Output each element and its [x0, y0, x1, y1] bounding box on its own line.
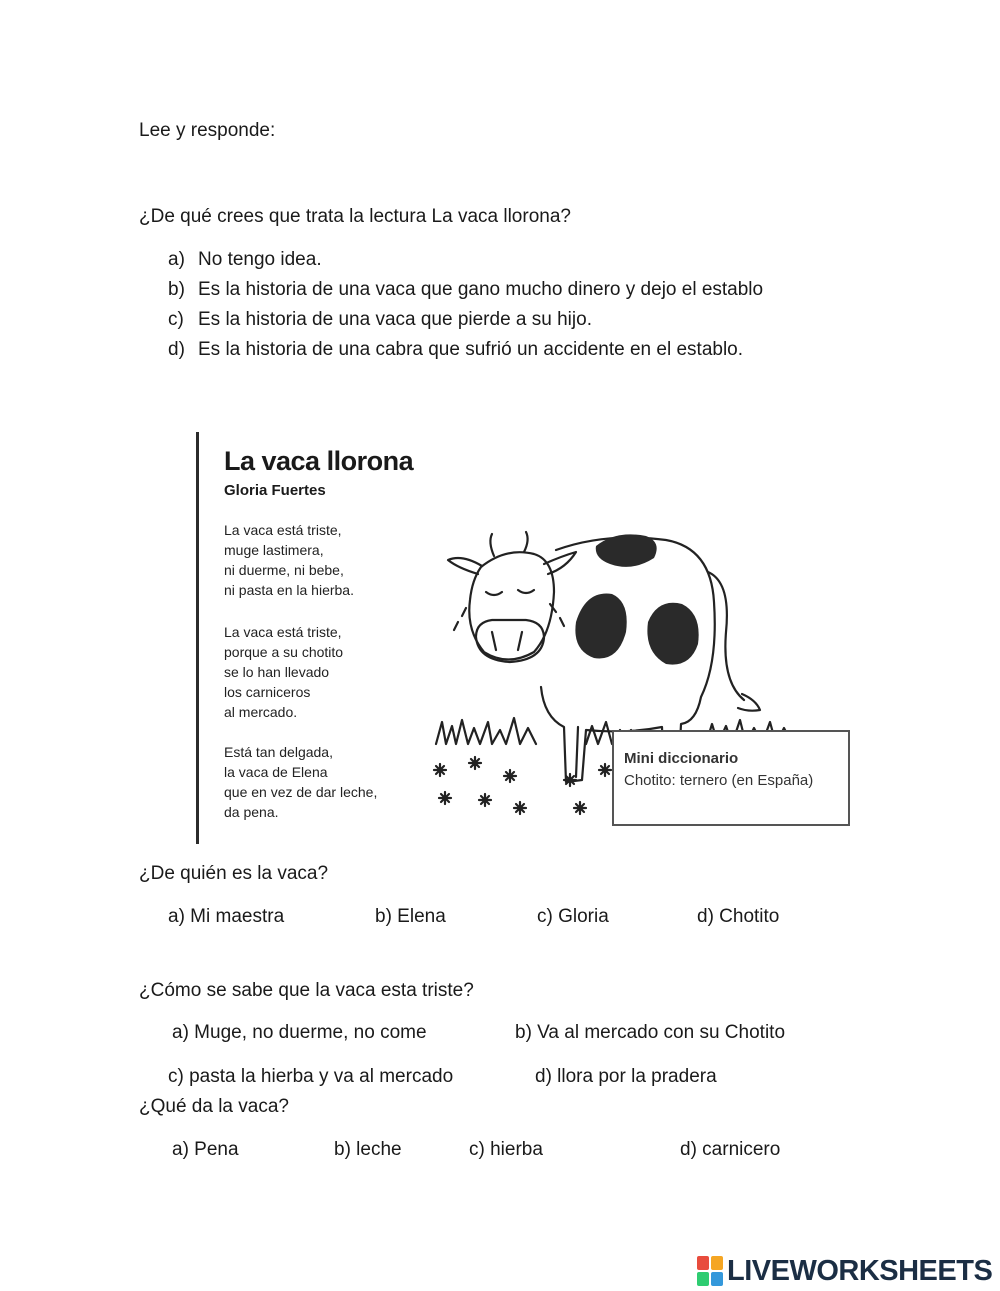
brand-name: LIVEWORKSHEETS [727, 1254, 993, 1287]
question-1: ¿De qué crees que trata la lectura La vaca llorona? [139, 206, 571, 227]
liveworksheets-logo [697, 1254, 992, 1288]
brand-blocks-icon [697, 1256, 723, 1286]
q1-option-letter: d) [168, 339, 185, 360]
q1-option-text: No tengo idea. [198, 249, 322, 270]
poem-line: ni duerme, ni bebe, [224, 562, 344, 578]
q4-option-a[interactable]: a) Pena [172, 1139, 239, 1160]
mini-dictionary-title: Mini diccionario [624, 750, 739, 767]
q1-option-c[interactable] [168, 309, 592, 331]
poem-line: da pena. [224, 804, 279, 820]
q4-option-c[interactable]: c) hierba [469, 1139, 543, 1160]
poem-line: La vaca está triste, [224, 624, 342, 640]
q4-option-b[interactable]: b) leche [334, 1139, 402, 1160]
poem-line: la vaca de Elena [224, 764, 328, 780]
q1-option-letter: c) [168, 309, 184, 330]
poem-line: los carniceros [224, 684, 311, 700]
brand-block [711, 1272, 723, 1286]
poem-line: se lo han llevado [224, 664, 330, 680]
q2-option-a[interactable]: a) Mi maestra [168, 906, 285, 927]
q3-option-d[interactable]: d) llora por la pradera [535, 1066, 717, 1087]
q1-option-letter: a) [168, 249, 185, 270]
poem-line: La vaca está triste, [224, 522, 342, 538]
q1-option-d[interactable] [168, 339, 743, 361]
mini-dictionary-box [612, 730, 850, 826]
q1-option-text: Es la historia de una vaca que pierde a su hijo. [198, 309, 592, 330]
poem-line: Está tan delgada, [224, 744, 333, 760]
q1-option-a[interactable] [168, 249, 322, 271]
poem-title: La vaca llorona [224, 446, 414, 476]
question-3: ¿Cómo se sabe que la vaca esta triste? [139, 980, 474, 1001]
question-4: ¿Qué da la vaca? [139, 1096, 289, 1117]
poem-image [196, 432, 866, 844]
instruction: Lee y responde: [139, 120, 276, 141]
poem-line: porque a su chotito [224, 644, 344, 660]
q2-option-c[interactable]: c) Gloria [537, 906, 609, 927]
question-2: ¿De quién es la vaca? [139, 863, 329, 884]
mini-dictionary-definition: Chotito: ternero (en España) [624, 772, 814, 789]
poem-stanza-3 [224, 742, 377, 822]
poem-line: ni pasta en la hierba. [224, 582, 354, 598]
flower-group [434, 757, 626, 814]
poem-line: muge lastimera, [224, 542, 324, 558]
q1-option-text: Es la historia de una vaca que gano mucho dinero y dejo el establo [198, 279, 764, 300]
q3-option-a[interactable]: a) Muge, no duerme, no come [172, 1022, 427, 1043]
q1-option-b[interactable] [168, 279, 763, 301]
brand-block [711, 1256, 723, 1270]
q4-option-d[interactable]: d) carnicero [680, 1139, 781, 1160]
poem-stanza-2 [224, 622, 343, 722]
poem-stanza-1 [224, 520, 354, 600]
q1-option-text: Es la historia de una cabra que sufrió un accidente en el establo. [198, 339, 744, 360]
brand-block [697, 1256, 709, 1270]
q2-option-d[interactable]: d) Chotito [697, 906, 780, 927]
poem-author: Gloria Fuertes [224, 482, 326, 499]
q3-option-c[interactable]: c) pasta la hierba y va al mercado [168, 1066, 454, 1087]
poem-line: que en vez de dar leche, [224, 784, 378, 800]
q1-option-letter: b) [168, 279, 185, 300]
brand-block [697, 1272, 709, 1286]
poem-border-line [196, 432, 199, 844]
q3-option-b[interactable]: b) Va al mercado con su Chotito [515, 1022, 786, 1043]
poem-line: al mercado. [224, 704, 298, 720]
q2-option-b[interactable]: b) Elena [375, 906, 446, 927]
